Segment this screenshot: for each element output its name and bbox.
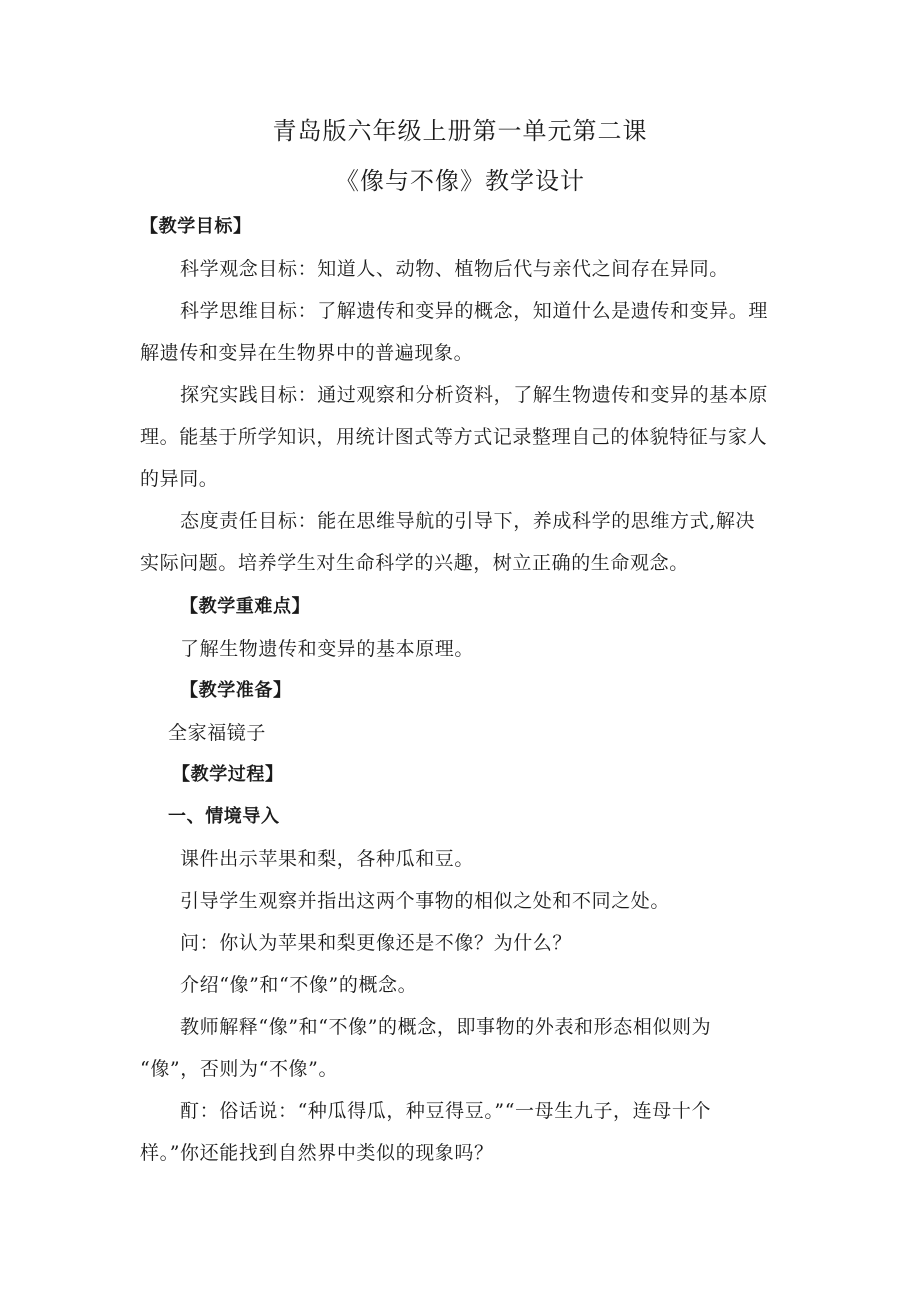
objective-inquiry-line1: 探究实践目标：通过观察和分析资料，了解生物遗传和变异的基本原	[180, 384, 769, 406]
heading-preparation: 【教学准备】	[180, 680, 292, 701]
document-title-line2: 《像与不像》教学设计	[335, 167, 585, 195]
objective-attitude-line1: 态度责任目标：能在思维导航的引导下，养成科学的思维方式,解决	[180, 510, 756, 532]
key-points-text: 了解生物遗传和变异的基本原理。	[180, 638, 475, 660]
paragraph-4: 介绍“像”和“不像”的概念。	[180, 974, 418, 996]
paragraph-6-line2: 样。”你还能找到自然界中类似的现象吗？	[140, 1142, 494, 1164]
paragraph-3: 问：你认为苹果和梨更像还是不像？为什么？	[180, 932, 573, 954]
document-title-line1: 青岛版六年级上册第一单元第二课	[272, 117, 648, 145]
preparation-text: 全家福镜子	[168, 722, 267, 744]
heading-process: 【教学过程】	[172, 764, 284, 785]
section-heading-intro: 一、情境导入	[168, 806, 280, 827]
objective-inquiry-line3: 的异同。	[140, 468, 219, 490]
heading-key-points: 【教学重难点】	[180, 596, 311, 617]
objective-attitude-line2: 实际问题。培养学生对生命科学的兴趣，树立正确的生命观念。	[140, 552, 689, 574]
paragraph-6-line1: 酊：俗话说：“种瓜得瓜，种豆得豆。”“一母生九子，连母十个	[180, 1100, 712, 1122]
paragraph-5-line1: 教师解释“像”和“不像”的概念，即事物的外表和形态相似则为	[180, 1016, 712, 1038]
paragraph-1: 课件出示苹果和梨，各种瓜和豆。	[180, 848, 475, 870]
objective-science-concept: 科学观念目标：知道人、动物、植物后代与亲代之间存在异同。	[180, 258, 729, 280]
heading-objectives: 【教学目标】	[140, 216, 252, 237]
paragraph-2: 引导学生观察并指出这两个事物的相似之处和不同之处。	[180, 890, 671, 912]
paragraph-5-line2: “像”，否则为“不像”。	[140, 1058, 339, 1080]
objective-science-thinking-line1: 科学思维目标：了解遗传和变异的概念，知道什么是遗传和变异。理	[180, 300, 769, 322]
objective-inquiry-line2: 理。能基于所学知识，用统计图式等方式记录整理自己的体貌特征与家人	[140, 426, 768, 448]
objective-science-thinking-line2: 解遗传和变异在生物界中的普遍现象。	[140, 342, 474, 364]
